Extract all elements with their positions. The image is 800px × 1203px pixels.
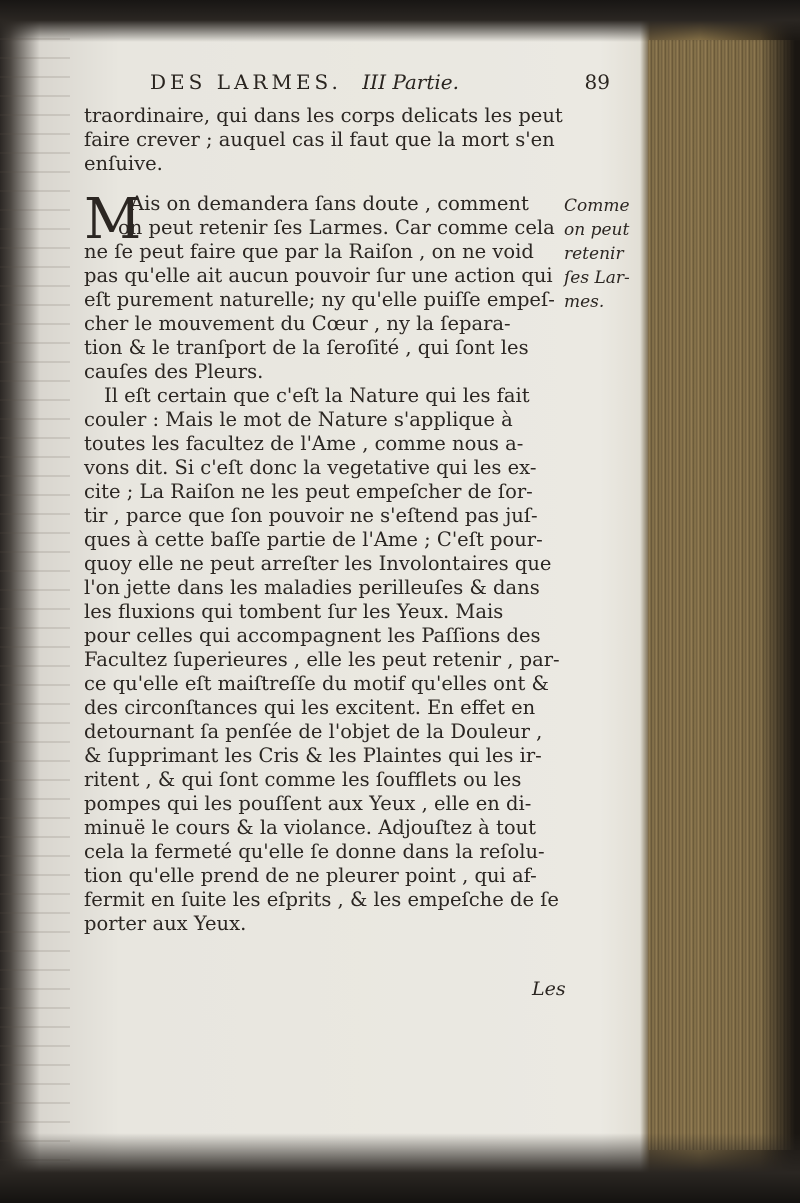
text-line: traordinaire, qui dans les corps delicats les peut [84, 104, 563, 127]
margin-note-line: mes. [564, 292, 605, 312]
margin-note-line: ſes Lar- [564, 268, 630, 288]
book-page [38, 44, 650, 1154]
text-line: faire crever ; auquel cas il faut que la mort s'en [84, 128, 555, 151]
text-line: toutes les facultez de l'Ame , comme nous a- [84, 432, 524, 455]
text-line: fermit en ſuite les eſprits , & les empeſche de ſe [84, 888, 559, 911]
text-line: ritent , & qui ſont comme les ſoufflets ou les [84, 768, 522, 791]
text-line: Facultez ſuperieures , elle les peut retenir , par- [84, 648, 560, 671]
text-line: cauſes des Pleurs. [84, 360, 264, 383]
text-line: ques à cette baſſe partie de l'Ame ; C'eſt pour- [84, 528, 543, 551]
text-line: cite ; La Raiſon ne les peut empeſcher de ſor- [84, 480, 533, 503]
text-line: minuë le cours & la violance. Adjouſtez à tout [84, 816, 536, 839]
text-line: Il eſt certain que c'eſt la Nature qui les fait [104, 384, 530, 407]
text-line: ce qu'elle eſt maiſtreſſe du motif qu'elles ont & [84, 672, 549, 695]
edge-shadow [760, 0, 800, 1203]
margin-note-line: Comme [564, 196, 630, 216]
text-line: & ſupprimant les Cris & les Plaintes qui les ir- [84, 744, 542, 767]
text-line: des circonſtances qui les excitent. En effet en [84, 696, 536, 719]
drop-cap: M [84, 187, 142, 252]
text-line: cher le mouvement du Cœur , ny la ſepara- [84, 312, 511, 335]
text-line: enſuive. [84, 152, 163, 175]
text-line: couler : Mais le mot de Nature s'applique à [84, 408, 513, 431]
margin-note-line: retenir [564, 244, 624, 264]
part-label: III Partie. [362, 70, 459, 94]
text-line: cela la fermeté qu'elle ſe donne dans la reſolu- [84, 840, 545, 863]
page-number: 89 [584, 70, 610, 94]
text-line: Ais on demandera ſans doute , comment [130, 192, 529, 215]
text-line: on peut retenir ſes Larmes. Car comme cela [118, 216, 555, 239]
running-title: DES LARMES. [150, 70, 342, 94]
text-line: eſt purement naturelle; ny qu'elle puiſſe empeſ- [84, 288, 555, 311]
text-line: tion qu'elle prend de ne pleurer point , qui af- [84, 864, 537, 887]
text-line: porter aux Yeux. [84, 912, 247, 935]
margin-note-line: on peut [564, 220, 630, 240]
text-line: tir , parce que ſon pouvoir ne s'eſtend pas juſ- [84, 504, 538, 527]
text-line: quoy elle ne peut arreſter les Involontaires que [84, 552, 552, 575]
catchword: Les [532, 978, 566, 1000]
text-line: detournant ſa penſée de l'objet de la Douleur , [84, 720, 543, 743]
text-line: vons dit. Si c'eſt donc la vegetative qui les ex- [84, 456, 537, 479]
top-shadow [0, 0, 800, 42]
text-line: pas qu'elle ait aucun pouvoir ſur une action qui [84, 264, 553, 287]
running-header [150, 70, 610, 98]
text-line: pour celles qui accompagnent les Paſſions des [84, 624, 541, 647]
text-line: pompes qui les pouſſent aux Yeux , elle en di- [84, 792, 532, 815]
text-line: tion & le tranſport de la ſeroſité , qui ſont les [84, 336, 529, 359]
text-line: l'on jette dans les maladies perilleuſes & dans [84, 576, 540, 599]
text-line: les fluxions qui tombent ſur les Yeux. Mais [84, 600, 504, 623]
text-line: ne ſe peut faire que par la Raiſon , on ne void [84, 240, 534, 263]
